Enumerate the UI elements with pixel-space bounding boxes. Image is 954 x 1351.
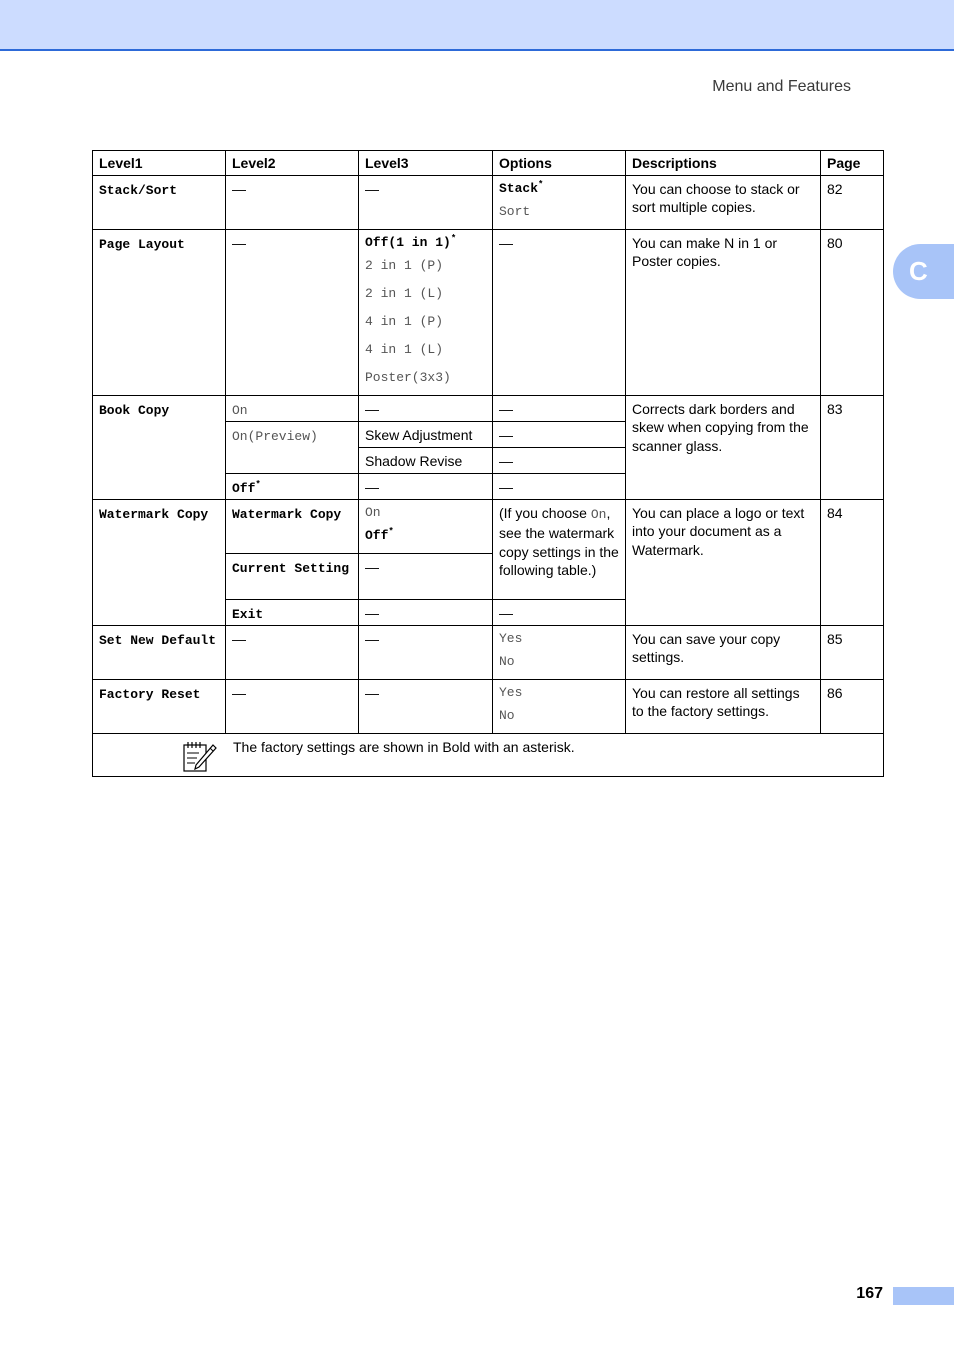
cell-options xyxy=(493,679,626,733)
options-note-code: On xyxy=(590,506,607,522)
option-value: On(Preview) xyxy=(232,428,318,444)
option-text: Stack xyxy=(499,180,539,196)
cell-options xyxy=(493,499,626,599)
cell-page: 83 xyxy=(821,395,884,499)
cell-level3: — xyxy=(359,599,493,625)
page-number: 167 xyxy=(856,1285,883,1302)
table-row-page-layout xyxy=(93,229,884,395)
option-value: No xyxy=(499,653,515,669)
cell-level1 xyxy=(93,679,226,733)
option-text: Off xyxy=(232,480,256,496)
option-value: On xyxy=(232,402,248,418)
cell-level2: — xyxy=(226,229,359,395)
cell-options: — xyxy=(493,421,626,447)
option-default xyxy=(365,522,486,550)
cell-description: You can restore all settings to the factory settings. xyxy=(626,679,821,733)
side-tab-letter: C xyxy=(909,256,928,286)
cell-level3: — xyxy=(359,175,493,229)
appendix-side-tab xyxy=(893,244,954,299)
cell-level2: — xyxy=(226,175,359,229)
cell-level2 xyxy=(226,499,359,553)
cell-options: — xyxy=(493,599,626,625)
header-page: Page xyxy=(821,151,884,176)
menu-name: Set New Default xyxy=(99,632,217,648)
note-cell xyxy=(93,733,884,776)
option-value: 4 in 1 (L) xyxy=(365,341,444,357)
cell-description: You can choose to stack or sort multiple copies. xyxy=(626,175,821,229)
cell-page: 84 xyxy=(821,499,884,625)
option-default xyxy=(232,481,261,496)
cell-level2 xyxy=(226,473,359,499)
option-value: 4 in 1 (P) xyxy=(365,313,444,329)
cell-level1 xyxy=(93,175,226,229)
cell-level3 xyxy=(359,499,493,553)
asterisk: * xyxy=(388,526,394,537)
cell-description: You can place a logo or text into your document as a Watermark. xyxy=(626,499,821,625)
option-value: Yes xyxy=(499,630,523,646)
menu-name: Factory Reset xyxy=(99,686,201,702)
cell-description: You can save your copy settings. xyxy=(626,625,821,679)
header-options: Options xyxy=(493,151,626,176)
cell-level3: — xyxy=(359,395,493,421)
cell-page: 80 xyxy=(821,229,884,395)
table-note-row xyxy=(93,733,884,776)
option-value: 2 in 1 (L) xyxy=(365,285,444,301)
asterisk: * xyxy=(450,233,457,244)
submenu-name: Watermark Copy xyxy=(232,506,342,522)
header-level1: Level1 xyxy=(93,151,226,176)
cell-level1 xyxy=(93,499,226,625)
option-value: Sort xyxy=(499,203,531,219)
menu-name: Watermark Copy xyxy=(99,506,209,522)
cell-level1 xyxy=(93,625,226,679)
menu-name: Book Copy xyxy=(99,402,170,418)
cell-level3 xyxy=(359,229,493,395)
page-number-tab xyxy=(893,1287,954,1305)
table-row-factory-reset xyxy=(93,679,884,733)
option-text: Off(1 in 1) xyxy=(365,234,451,250)
table-row-set-new-default xyxy=(93,625,884,679)
note-pencil-icon xyxy=(183,741,217,778)
cell-options: — xyxy=(493,473,626,499)
table-row-stack-sort xyxy=(93,175,884,229)
cell-level1 xyxy=(93,229,226,395)
cell-page: 85 xyxy=(821,625,884,679)
header-level3: Level3 xyxy=(359,151,493,176)
cell-level3: — xyxy=(359,625,493,679)
cell-level3: — xyxy=(359,473,493,499)
cell-page: 86 xyxy=(821,679,884,733)
cell-level2 xyxy=(226,599,359,625)
cell-level3: Skew Adjustment xyxy=(359,421,493,447)
option-default xyxy=(365,234,486,252)
option-value: 2 in 1 (P) xyxy=(365,257,444,273)
submenu-name: Exit xyxy=(232,606,264,622)
menu-name: Page Layout xyxy=(99,236,185,252)
options-note-post: , see the watermark copy settings in the following table.) xyxy=(499,504,619,578)
asterisk: * xyxy=(255,479,261,490)
option-value: Yes xyxy=(499,684,523,700)
option-text: Off xyxy=(365,527,389,543)
cell-level3: — xyxy=(359,679,493,733)
cell-level2 xyxy=(226,395,359,421)
options-note-pre: (If you choose xyxy=(499,504,591,521)
copy-menu-table xyxy=(92,150,884,777)
running-header-title: Menu and Features xyxy=(712,78,851,95)
menu-name: Stack/Sort xyxy=(99,182,178,198)
cell-level3: Shadow Revise xyxy=(359,447,493,473)
cell-options: — xyxy=(493,229,626,395)
asterisk: * xyxy=(538,179,544,190)
cell-level3: — xyxy=(359,553,493,599)
submenu-name: Current Setting xyxy=(232,560,350,576)
cell-page: 82 xyxy=(821,175,884,229)
option-default xyxy=(499,180,619,198)
cell-level2 xyxy=(226,553,359,599)
cell-level2: — xyxy=(226,679,359,733)
cell-description: Corrects dark borders and skew when copying from the scanner glass. xyxy=(626,395,821,499)
header-descriptions: Descriptions xyxy=(626,151,821,176)
cell-options xyxy=(493,175,626,229)
cell-level1 xyxy=(93,395,226,499)
option-value: No xyxy=(499,707,515,723)
cell-options xyxy=(493,625,626,679)
note-text: The factory settings are shown in Bold with an asterisk. xyxy=(233,738,575,755)
cell-options: — xyxy=(493,447,626,473)
cell-level2 xyxy=(226,421,359,473)
option-value: Poster(3x3) xyxy=(365,369,451,385)
cell-description: You can make N in 1 or Poster copies. xyxy=(626,229,821,395)
cell-options: — xyxy=(493,395,626,421)
table-row-book-copy xyxy=(93,395,884,421)
cell-level2: — xyxy=(226,625,359,679)
option-value: On xyxy=(365,504,381,520)
header-level2: Level2 xyxy=(226,151,359,176)
table-row-watermark-copy xyxy=(93,499,884,553)
table-header-row xyxy=(93,151,884,176)
top-header-band xyxy=(0,0,954,51)
